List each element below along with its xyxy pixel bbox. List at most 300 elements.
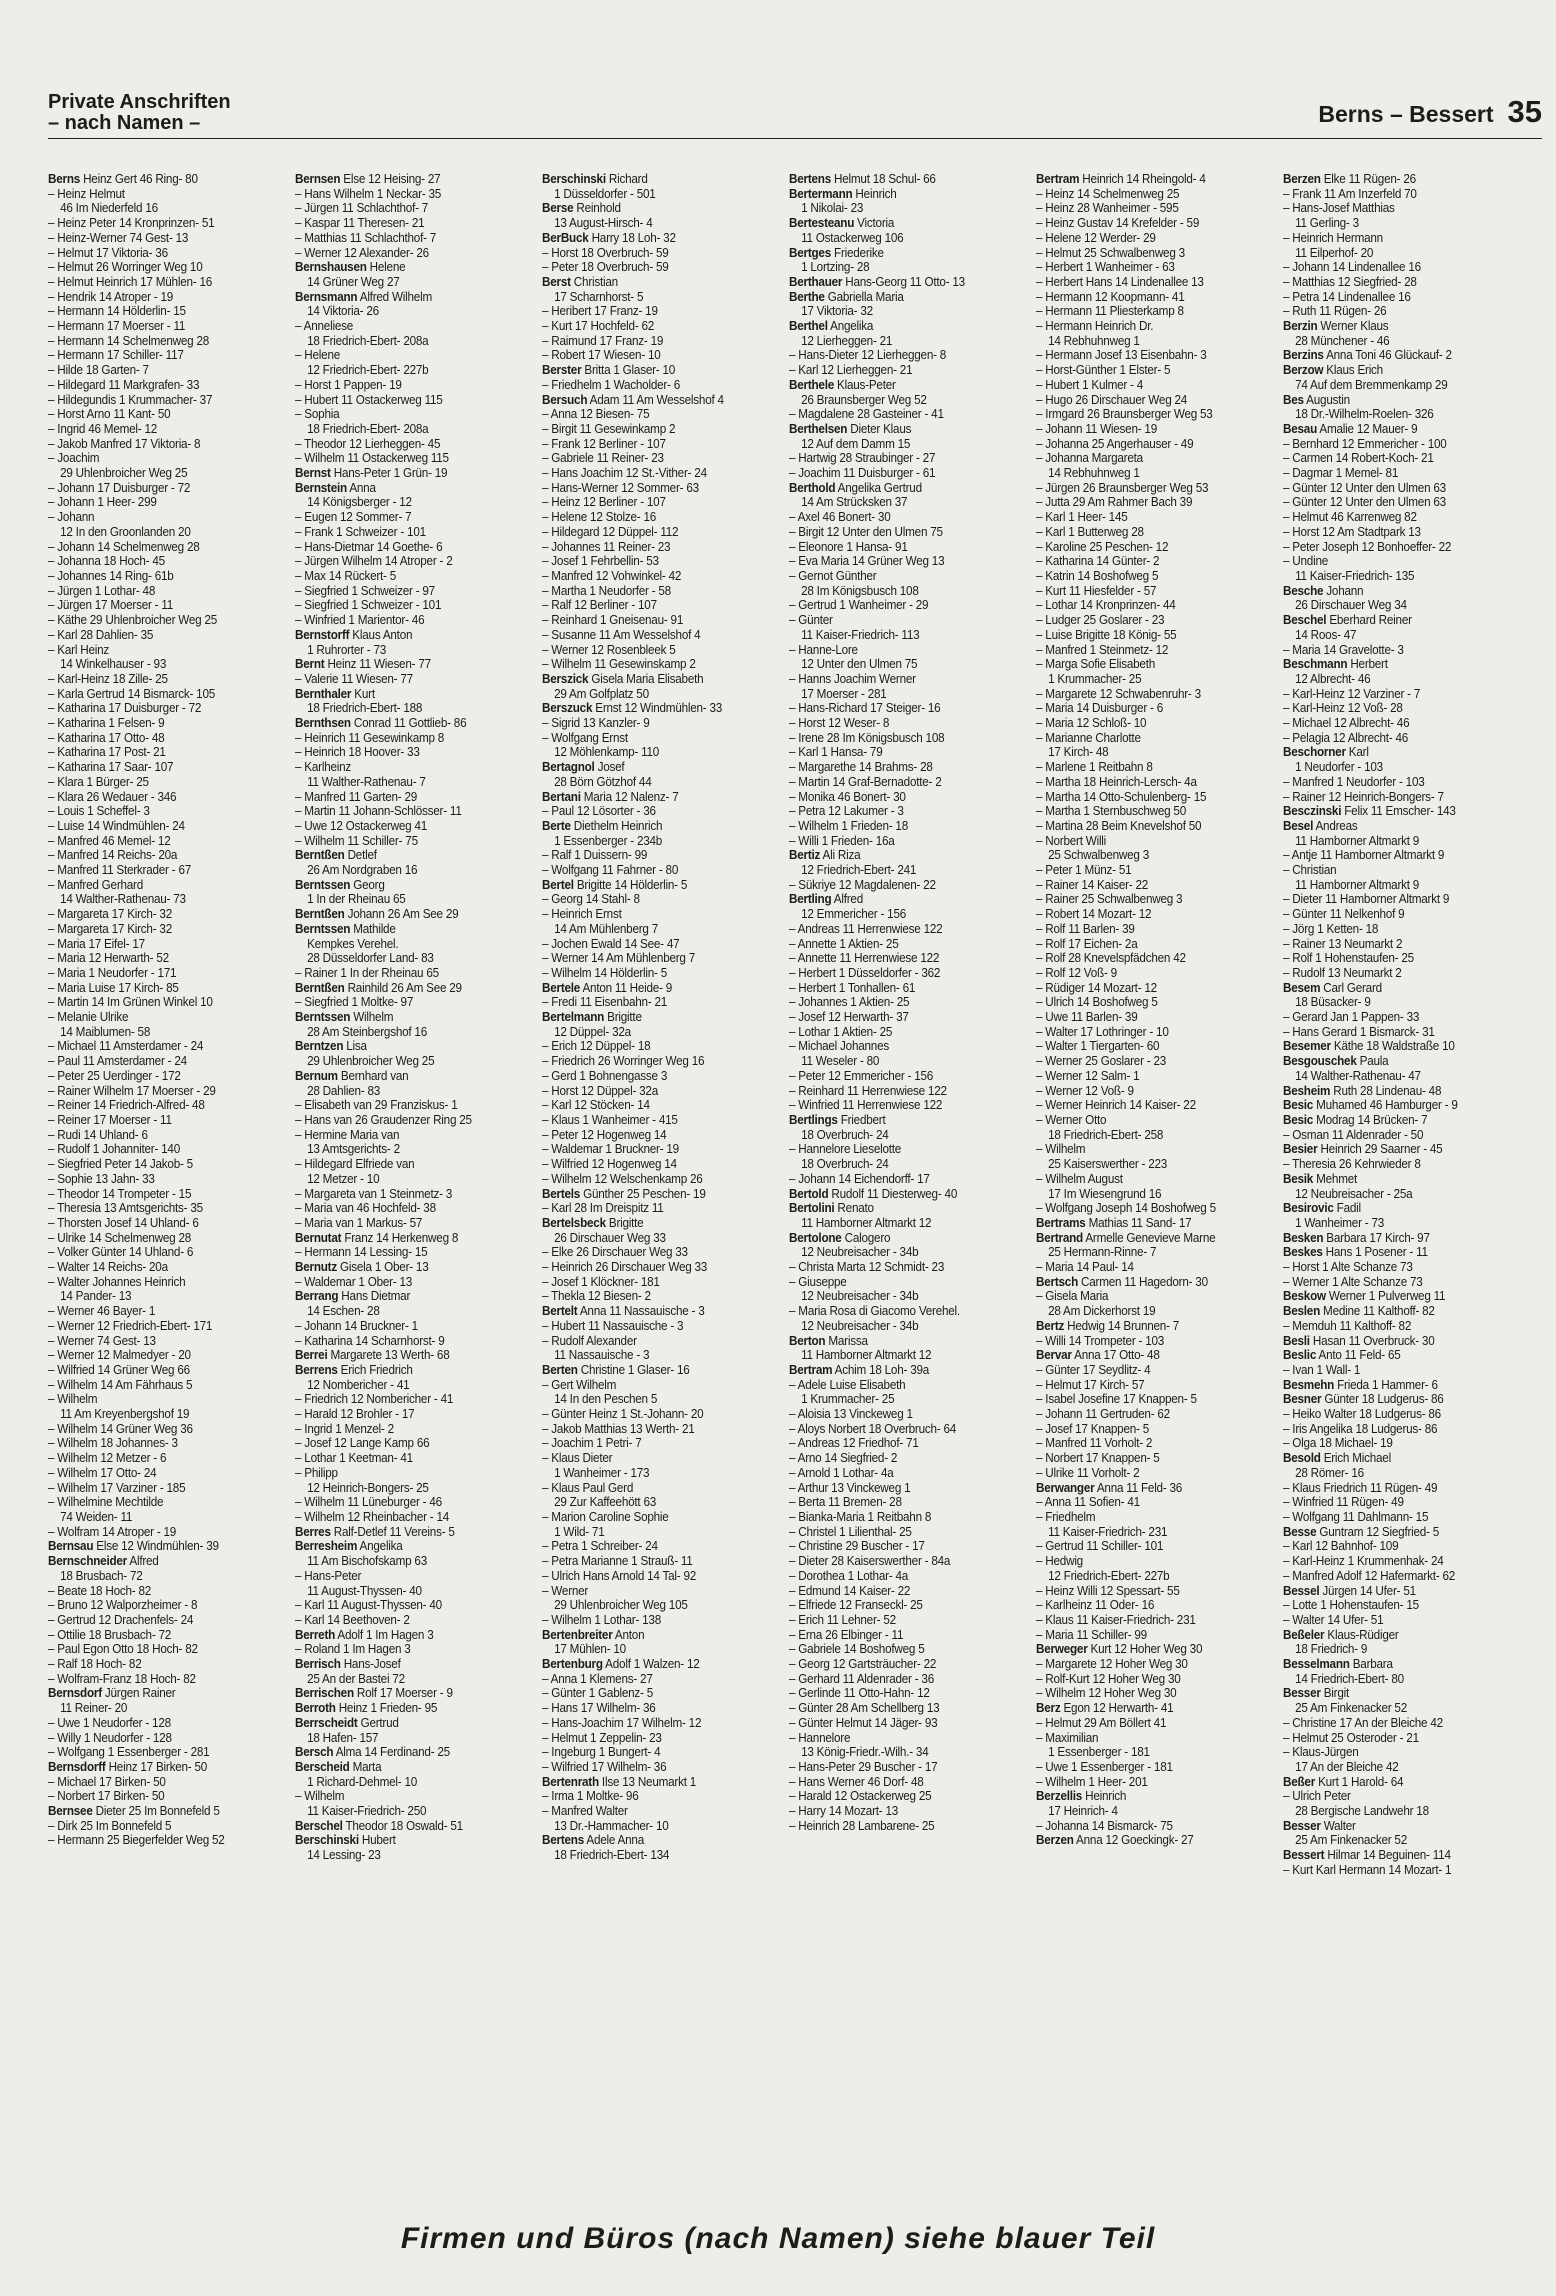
directory-entry [542,731,769,746]
directory-entry [48,1407,275,1422]
directory-entry [48,407,275,422]
entry-text: – Karl-Heinz 12 Voß- 28 [1283,701,1403,716]
entry-text: – Wilhelm 14 Hölderlin- 5 [542,965,668,980]
directory-entry [1036,598,1263,613]
entry-text: – Willy 1 Neudorfer - 128 [48,1730,172,1745]
directory-entry [48,1598,275,1613]
directory-entry [789,1436,1016,1451]
entry-text: – Rolf 1 Hohenstaufen- 25 [1283,951,1414,966]
entry-text: – Wolfgang 11 Dahlmann- 15 [1283,1509,1429,1524]
directory-entry [295,1157,522,1172]
directory-entry [542,260,769,275]
directory-entry [1283,1216,1510,1231]
entry-text: 12 Metzer - 10 [307,1171,380,1186]
entry-text: – Werner 14 Am Mühlenberg 7 [542,951,696,966]
entry-text: – Wilfried 12 Hogenweg 14 [542,1157,677,1172]
entry-text: – Marion Caroline Sophie [542,1509,669,1524]
entry-text: – Wilhelm 11 Lüneburger - 46 [295,1495,442,1510]
directory-entry [295,510,522,525]
directory-entry [542,1069,769,1084]
entry-surname: Berthel [789,319,828,334]
directory-entry [295,172,522,187]
directory-entry [1283,1525,1510,1540]
directory-entry [542,1569,769,1584]
directory-entry [48,716,275,731]
directory-entry [1036,628,1263,643]
directory-entry [542,745,769,760]
directory-entry [1283,540,1510,555]
entry-text: Andreas [1315,818,1358,833]
entry-text: – Martin 11 Johann-Schlösser- 11 [295,804,462,819]
entry-text: – Uwe 1 Neudorfer - 128 [48,1715,171,1730]
entry-text: – Manfred 12 Vohwinkel- 42 [542,568,682,583]
entry-text: Herbert [1350,657,1388,672]
entry-text: – Georg 14 Stahl- 8 [542,892,640,907]
entry-text: – Maria van 1 Markus- 57 [295,1215,423,1230]
directory-entry [295,1525,522,1540]
directory-entry [1036,1157,1263,1172]
entry-text: – Werner Heinrich 14 Kaiser- 22 [1036,1098,1196,1113]
directory-entry [1283,1584,1510,1599]
entry-surname: Berrischen [295,1686,354,1701]
directory-entry [1036,848,1263,863]
directory-entry [1283,1819,1510,1834]
directory-entry [542,407,769,422]
entry-text: – Maria 1 Neudorfer - 171 [48,965,177,980]
entry-surname: Berster [542,363,582,378]
entry-surname: Beschmann [1283,657,1348,672]
entry-text: – Horst 12 Weser- 8 [789,716,890,731]
entry-surname: Besser [1283,1686,1321,1701]
entry-text: Franz 14 Herkenweg 8 [344,1230,459,1245]
entry-text: – Birgit 12 Unter den Ulmen 75 [789,524,943,539]
directory-entry [1036,1304,1263,1319]
directory-entry [1036,1407,1263,1422]
entry-surname: Bertold [789,1186,829,1201]
directory-entry [789,495,1016,510]
directory-entry [48,1216,275,1231]
entry-surname: Bertenrath [542,1774,599,1789]
directory-entry [789,1025,1016,1040]
entry-text: – Hans Wilhelm 1 Neckar- 35 [295,186,442,201]
entry-text: – Hans-Josef Matthias [1283,201,1395,216]
directory-entry [48,1319,275,1334]
entry-text: 12 Nombericher - 41 [307,1377,410,1392]
entry-text: Britta 1 Glaser- 10 [584,363,676,378]
directory-entry [1036,363,1263,378]
directory-entry [1036,1731,1263,1746]
directory-entry [1036,1378,1263,1393]
directory-entry [48,1481,275,1496]
entry-text: Hubert [361,1833,396,1848]
entry-text: – Hans-Dietmar 14 Goethe- 6 [295,539,443,554]
entry-text: – Helmut 1 Zeppelin- 23 [542,1730,662,1745]
directory-entry [1283,1642,1510,1657]
directory-entry [789,716,1016,731]
directory-entry [789,1260,1016,1275]
entry-text: Erich Michael [1323,1451,1391,1466]
entry-surname: Bertesteanu [789,216,855,231]
directory-entry [789,863,1016,878]
directory-entry [295,848,522,863]
entry-text: – Friedrich 26 Worringer Weg 16 [542,1054,705,1069]
directory-entry [542,422,769,437]
directory-entry [295,304,522,319]
entry-text: – Heinz 12 Berliner - 107 [542,495,666,510]
entry-text: Anna 11 Nassauische - 3 [579,1304,705,1319]
entry-text: – Sophie 13 Jahn- 33 [48,1171,155,1186]
directory-entry [789,995,1016,1010]
directory-entry [295,260,522,275]
entry-surname: Bertani [542,789,581,804]
directory-entry [1283,716,1510,731]
entry-text: – Lotte 1 Hohenstaufen- 15 [1283,1598,1419,1613]
entry-text: – Wilhelm 1 Frieden- 18 [789,818,908,833]
entry-text: Carl Gerard [1323,980,1382,995]
entry-text: 14 Walther-Rathenau- 47 [1295,1068,1421,1083]
entry-text: – Paul 12 Lösorter - 36 [542,804,656,819]
entry-text: – Peter Joseph 12 Bonhoeffer- 22 [1283,539,1452,554]
directory-entry [789,1216,1016,1231]
entry-text: – Johanna 25 Angerhauser - 49 [1036,436,1194,451]
entry-text: – Hilde 18 Garten- 7 [48,363,149,378]
directory-entry [542,701,769,716]
entry-text: Elke 11 Rügen- 26 [1323,172,1416,186]
directory-entry [789,1010,1016,1025]
entry-surname: Bertelmann [542,1010,605,1025]
entry-surname: Besselmann [1283,1657,1350,1672]
entry-text: 18 Friedrich-Ebert- 258 [1048,1127,1164,1142]
directory-entry [295,1539,522,1554]
directory-entry [1283,1539,1510,1554]
entry-surname: Berresheim [295,1539,358,1554]
entry-surname: Berwanger [1036,1480,1095,1495]
entry-text: – Wilhelm 11 Gesewinskamp 2 [542,657,696,672]
directory-entry [542,1039,769,1054]
directory-entry [1036,1363,1263,1378]
directory-entry [1036,481,1263,496]
directory-entry [542,1495,769,1510]
entry-surname: Bes [1283,392,1304,407]
directory-entry [789,1275,1016,1290]
directory-entry [789,1319,1016,1334]
directory-entry [1283,363,1510,378]
directory-entry [789,745,1016,760]
entry-text: Anton 11 Heide- 9 [582,980,673,995]
entry-surname: Berschinski [542,172,606,186]
directory-entry [542,848,769,863]
entry-text: Christine 1 Glaser- 16 [580,1362,690,1377]
entry-text: – Bruno 12 Walporzheimer - 8 [48,1598,198,1613]
entry-text: – Ingeburg 1 Bungert- 4 [542,1745,661,1760]
directory-entry [1283,216,1510,231]
entry-surname: Bertrams [1036,1215,1086,1230]
directory-entry [295,687,522,702]
directory-entry [1036,716,1263,731]
entry-text: 14 Lessing- 23 [307,1848,381,1863]
entry-text: – Hannelore [789,1730,851,1745]
entry-text: 17 Im Wiesengrund 16 [1048,1186,1162,1201]
entry-text: – Heinz Helmut [48,186,125,201]
directory-entry [542,1642,769,1657]
directory-entry [295,540,522,555]
entry-text: Alfred Wilhelm [359,289,432,304]
directory-entry [1283,466,1510,481]
entry-text: 28 Dahlien- 83 [307,1083,381,1098]
entry-text: Ilse 13 Neumarkt 1 [601,1774,697,1789]
entry-surname: Berthold [789,480,836,495]
directory-entry [1036,951,1263,966]
directory-entry [295,1275,522,1290]
entry-text: 14 Königsberger - 12 [307,495,412,510]
entry-text: – Elisabeth van 29 Franziskus- 1 [295,1098,458,1113]
entry-text: – Sükriye 12 Magdalenen- 22 [789,877,936,892]
entry-text: – Maria 14 Paul- 14 [1036,1260,1134,1275]
entry-text: Reinhold [576,201,621,216]
directory-entry [1283,1760,1510,1775]
directory-entry [1036,1069,1263,1084]
entry-text: 17 Kirch- 48 [1048,745,1109,760]
directory-entry [1036,1672,1263,1687]
directory-entry [1036,1260,1263,1275]
entry-text: – Christine 17 An der Bleiche 42 [1283,1715,1443,1730]
directory-entry [48,1716,275,1731]
directory-entry [48,260,275,275]
entry-text: – Karl 11 August-Thyssen- 40 [295,1598,442,1613]
entry-text: – Lothar 1 Aktien- 25 [789,1024,893,1039]
directory-entry [48,319,275,334]
entry-text: – Walter 17 Lothringer - 10 [1036,1024,1169,1039]
directory-entry [1036,1319,1263,1334]
directory-entry [789,1569,1016,1584]
entry-text: – Kurt Karl Hermann 14 Mozart- 1 [1283,1862,1452,1877]
entry-text: – Heinz 14 Schelmenweg 25 [1036,186,1180,201]
entry-text: – Eugen 12 Sommer- 7 [295,510,412,525]
directory-entry [789,1466,1016,1481]
entry-surname: Besemer [1283,1039,1331,1054]
entry-text: – Maria Rosa di Giacomo Verehel. [789,1304,960,1319]
entry-text: – Petra 12 Lakumer - 3 [789,804,904,819]
entry-text: – Philipp [295,1465,338,1480]
directory-entry [48,687,275,702]
entry-text: – Hans-Peter 29 Buscher - 17 [789,1759,938,1774]
entry-text: – Erich 11 Lehner- 52 [789,1612,896,1627]
entry-text: Hans-Peter 1 Grün- 19 [333,466,448,481]
entry-text: – Horst 1 Alte Schanze 73 [1283,1260,1413,1275]
directory-entry [1283,937,1510,952]
directory-entry [295,1598,522,1613]
entry-text: – Jakob Manfred 17 Viktoria- 8 [48,436,201,451]
entry-surname: Bessert [1283,1848,1325,1863]
directory-entry [1036,966,1263,981]
directory-entry [789,246,1016,261]
directory-entry [542,907,769,922]
directory-entry [789,1451,1016,1466]
entry-text: – Joachim [48,451,100,466]
entry-text: 11 Ostackerweg 106 [801,230,904,245]
entry-text: – Heinz-Werner 74 Gest- 13 [48,230,189,245]
entry-surname: Bertens [789,172,831,186]
entry-text: – Klaus-Jürgen [1283,1745,1359,1760]
directory-entry [295,922,522,937]
entry-text: Jürgen 14 Ufer- 51 [1322,1583,1416,1598]
directory-entry [789,1157,1016,1172]
directory-entry [48,1539,275,1554]
directory-entry [542,1363,769,1378]
directory-entry [542,1525,769,1540]
entry-text: – Arno 14 Siegfried- 2 [789,1451,898,1466]
directory-entry [789,657,1016,672]
directory-entry [789,643,1016,658]
directory-entry [48,1495,275,1510]
directory-entry [295,731,522,746]
directory-entry [1036,937,1263,952]
entry-text: 11 Gerling- 3 [1295,216,1359,231]
entry-text: – Adele Luise Elisabeth [789,1377,906,1392]
directory-entry [1036,1334,1263,1349]
entry-text: – Theresia 26 Kehrwieder 8 [1283,1157,1421,1172]
entry-text: – Kaspar 11 Theresen- 21 [295,216,425,231]
entry-text: – Arnold 1 Lothar- 4a [789,1465,894,1480]
entry-text: 28 Am Steinbergshof 16 [307,1024,428,1039]
directory-entry [295,1760,522,1775]
entry-text: – Margareta van 1 Steinmetz- 3 [295,1186,453,1201]
entry-text: – Anna 11 Sofien- 41 [1036,1495,1140,1510]
entry-surname: Bernstorff [295,627,350,642]
directory-entry [1036,1495,1263,1510]
directory-entry [48,643,275,658]
entry-surname: Besel [1283,818,1314,833]
entry-text: – Manfred Adolf 12 Hafermarkt- 62 [1283,1568,1456,1583]
entry-text: – Wilfried 17 Wilhelm- 36 [542,1759,667,1774]
directory-entry [48,451,275,466]
entry-text: Maria 12 Nalenz- 7 [583,789,679,804]
entry-text: – Heribert 17 Franz- 19 [542,304,658,319]
directory-entry [1283,1172,1510,1187]
directory-entry [48,1436,275,1451]
entry-text: – Gertrud 11 Schiller- 101 [1036,1539,1164,1554]
entry-text: – Gerlinde 11 Otto-Hahn- 12 [789,1686,930,1701]
entry-text: – Wilhelm 12 Welschenkamp 26 [542,1171,703,1186]
directory-entry [1283,1084,1510,1099]
directory-entry [542,1201,769,1216]
directory-entry [48,422,275,437]
directory-entry [295,1245,522,1260]
entry-surname: Bertram [1036,172,1080,186]
directory-entry [295,1481,522,1496]
entry-text: Kurt 1 Harold- 64 [1318,1774,1404,1789]
entry-text: 11 Walther-Rathenau- 7 [307,774,426,789]
directory-entry [1283,1201,1510,1216]
entry-surname: Bernt [295,657,325,672]
directory-entry [542,1804,769,1819]
directory-entry [295,554,522,569]
entry-text: – Birgit 11 Gesewinkamp 2 [542,421,676,436]
directory-entry [48,1098,275,1113]
entry-text: 26 Am Nordgraben 16 [307,863,418,878]
entry-text: 28 Am Dickerhorst 19 [1048,1304,1156,1319]
entry-text: – Carmen 14 Robert-Koch- 21 [1283,451,1434,466]
entry-text: 11 Kaiser-Friedrich- 113 [801,627,920,642]
entry-text: – Johann 14 Eichendorff- 17 [789,1171,930,1186]
directory-entry [295,995,522,1010]
entry-text: – Eva Maria 14 Grüner Weg 13 [789,554,945,569]
entry-text: – Johannes 14 Ring- 61b [48,568,174,583]
entry-text: Hans 1 Posener - 11 [1325,1245,1428,1260]
directory-entry [1036,1686,1263,1701]
entry-text: 18 Friedrich-Ebert- 208a [307,421,429,436]
directory-entry [542,1231,769,1246]
entry-surname: Berroth [295,1701,336,1716]
entry-text: – Michael 11 Amsterdamer - 24 [48,1039,204,1054]
entry-text: – Katharina 17 Otto- 48 [48,730,165,745]
directory-entry [542,657,769,672]
directory-column-2 [295,172,522,2187]
entry-surname: Berweger [1036,1642,1088,1657]
directory-entry [1036,878,1263,893]
entry-surname: Berntßen [295,848,345,863]
directory-column-5 [1036,172,1263,2187]
directory-entry [789,1363,1016,1378]
directory-entry [48,775,275,790]
entry-surname: Berthelsen [789,421,848,436]
directory-entry [1283,1775,1510,1790]
entry-text: – Manfred Gerhard [48,877,144,892]
entry-text: – Helmut 17 Viktoria- 36 [48,245,168,260]
entry-text: – Hans van 26 Graudenzer Ring 25 [295,1113,472,1127]
entry-text: – Hubert 1 Kulmer - 4 [1036,377,1144,392]
entry-text: Achim 18 Loh- 39a [834,1362,930,1377]
directory-entry [542,363,769,378]
entry-text: 18 Friedrich-Ebert- 134 [554,1848,670,1863]
entry-text: 25 Hermann-Rinne- 7 [1048,1245,1157,1260]
entry-text: – Winfried 11 Rügen- 49 [1283,1495,1404,1510]
entry-surname: Bervar [1036,1348,1072,1363]
entry-text: – Helmut 26 Worringer Weg 10 [48,260,203,275]
entry-text: – Friedhelm 1 Wacholder- 6 [542,377,681,392]
entry-text: – Josef 12 Herwarth- 37 [789,1010,909,1025]
entry-text: – Winfried 11 Herrenwiese 122 [789,1098,943,1113]
entry-text: – Karoline 25 Peschen- 12 [1036,539,1169,554]
directory-entry [295,1804,522,1819]
entry-text: 14 Eschen- 28 [307,1304,380,1319]
directory-entry [48,790,275,805]
directory-entry [542,466,769,481]
directory-entry [48,495,275,510]
directory-entry [542,1172,769,1187]
entry-text: – Christian [1283,863,1337,878]
entry-text: Werner 1 Pulverweg 11 [1328,1289,1446,1304]
entry-text: – Paul 11 Amsterdamer - 24 [48,1054,187,1069]
entry-text: – Wilhelm [1036,1142,1086,1157]
entry-text: 28 Börn Götzhof 44 [554,774,652,789]
directory-entry [48,1142,275,1157]
entry-text: – Werner [542,1583,589,1598]
entry-text: 1 Düsseldorfer - 501 [554,186,656,201]
entry-text: Gertrud [360,1715,399,1730]
entry-text: – Volker Günter 14 Uhland- 6 [48,1245,194,1260]
directory-entry [48,348,275,363]
directory-entry [1283,1304,1510,1319]
entry-text: Barbara 17 Kirch- 97 [1326,1230,1430,1245]
directory-entry [295,804,522,819]
directory-entry [1036,334,1263,349]
directory-entry [789,422,1016,437]
directory-entry [789,378,1016,393]
directory-entry [1036,613,1263,628]
entry-surname: Berthele [789,377,835,392]
directory-entry [542,981,769,996]
